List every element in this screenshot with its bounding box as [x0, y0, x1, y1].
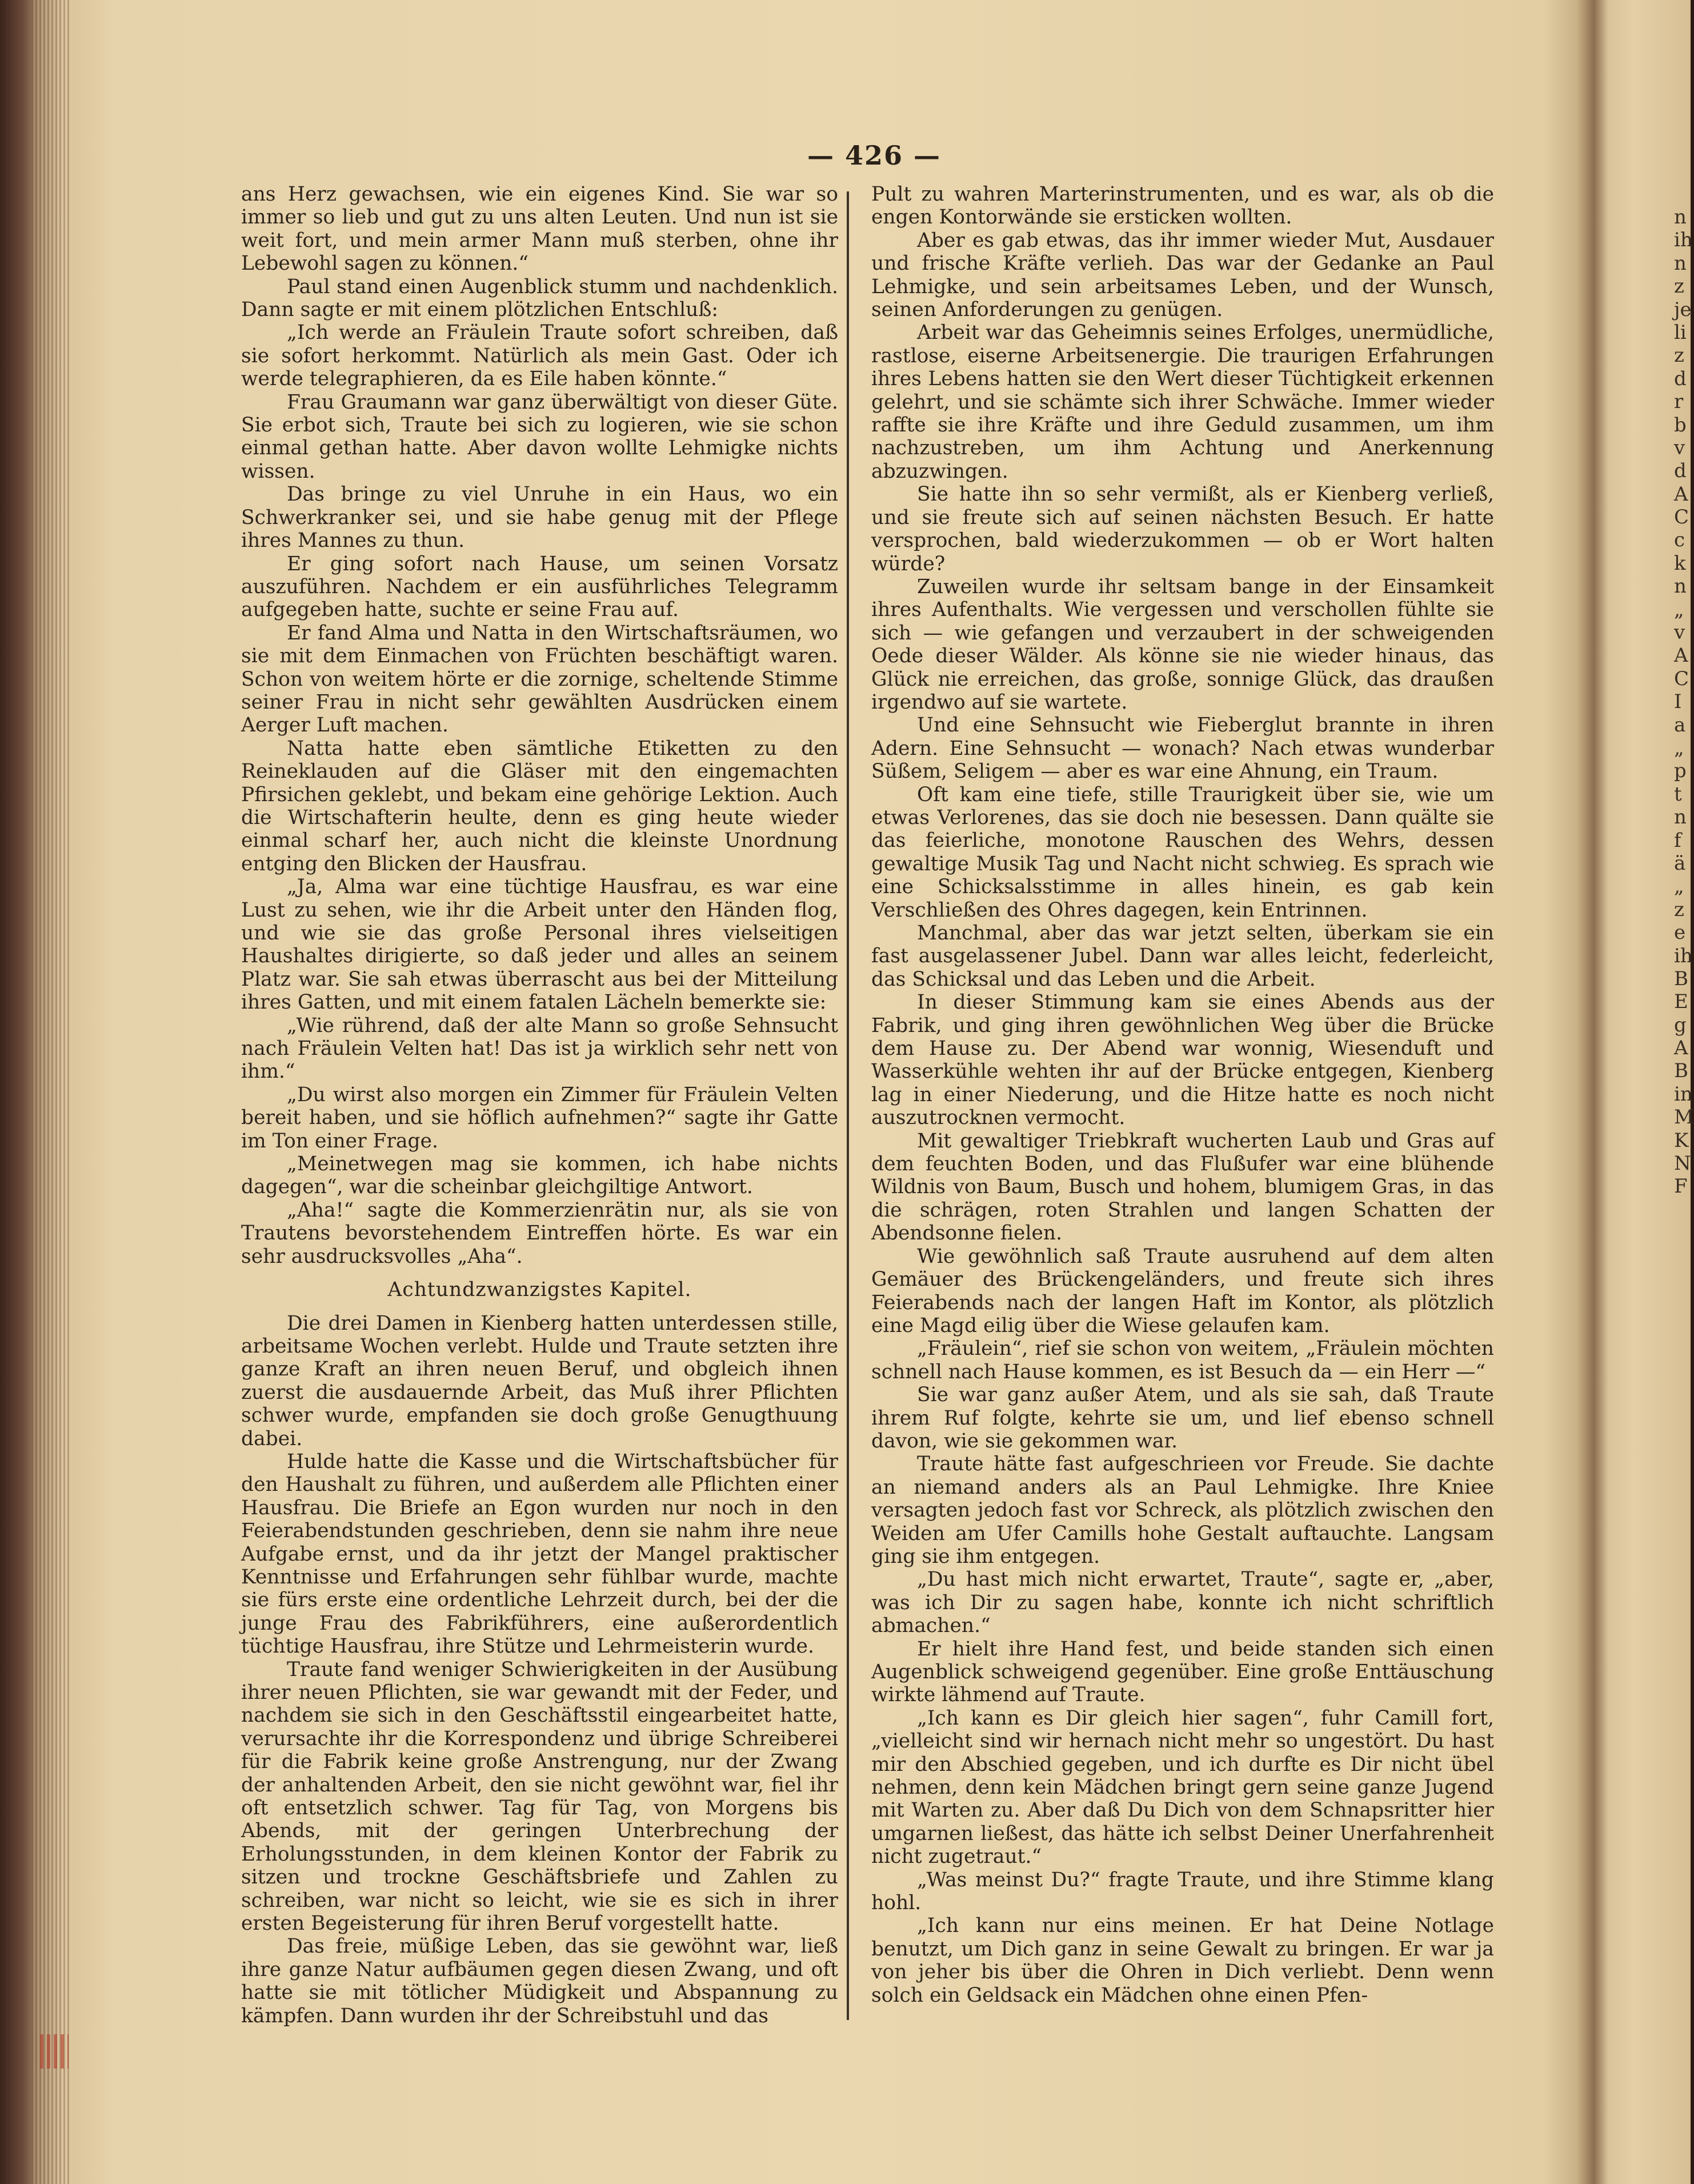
paragraph: Frau Graumann war ganz überwältigt von dieser Güte. Sie erbot sich, Traute bei sich zu logieren, wie sie schon einmal gethan hatte. Aber davon wollte Lehmigke nichts wissen. — [241, 390, 838, 483]
fragment-line: d — [1674, 367, 1687, 390]
fragment-line: A — [1674, 482, 1688, 506]
paragraph: Sie hatte ihn so sehr vermißt, als er Kienberg verließ, und sie freute sich auf seinen nächsten Besuch. Er hatte versprochen, bald wiederzukommen — ob er Wort halten würde? — [871, 483, 1494, 575]
book-spine-edge — [31, 0, 71, 2184]
fragment-line: F — [1674, 1175, 1688, 1198]
fragment-line: ih — [1674, 944, 1693, 967]
fragment-line: a — [1674, 713, 1686, 737]
paragraph: Er fand Alma und Natta in den Wirtschaftsräumen, wo sie mit dem Einmachen von Früchten beschäftigt waren. Schon von weitem hörte er die zornige, scheltende Stimme seiner Frau in nicht sehr gewählten Ausdrücken einem Aerger Luft machen. — [241, 621, 838, 737]
fragment-line: n — [1674, 251, 1687, 275]
fragment-line: ä — [1674, 851, 1686, 875]
binding-marks — [40, 2034, 69, 2069]
fragment-line: n — [1674, 806, 1687, 829]
paragraph: Paul stand einen Augenblick stumm und nachdenklich. Dann sagte er mit einem plötzlichen Entschluß: — [241, 275, 838, 322]
paragraph: „Ja, Alma war eine tüchtige Hausfrau, es war eine Lust zu sehen, wie ihr die Arbeit unter den Händen flog, und wie sie das große Personal ihres vielseitigen Haushaltes dirigierte, so daß jeder und alles an seinem Platz war. Sie sah etwas überrascht aus bei der Mitteilung ihres Gatten, und mit einem fatalen Lächeln bemerkte sie: — [241, 875, 838, 1014]
fragment-line: n — [1674, 206, 1687, 229]
fragment-line: A — [1674, 644, 1688, 667]
fragment-line: B — [1674, 1059, 1688, 1083]
fragment-line: p — [1674, 759, 1687, 783]
fragment-line: n — [1674, 575, 1687, 598]
fragment-line: f — [1674, 829, 1681, 852]
paragraph: Und eine Sehnsucht wie Fieberglut brannte in ihren Adern. Eine Sehnsucht — wonach? Nach etwas wunderbar Süßem, Seligem — aber es war eine Ahnung, ein Traum. — [871, 714, 1494, 783]
paragraph: „Fräulein“, rief sie schon von weitem, „Fräulein möchten schnell nach Hause kommen, es ist Besuch da — ein Herr —“ — [871, 1337, 1494, 1383]
fragment-line: z — [1674, 344, 1684, 367]
paragraph: „Was meinst Du?“ fragte Traute, und ihre Stimme klang hohl. — [871, 1868, 1494, 1915]
left-column-text-after-heading — [241, 1312, 838, 2028]
paragraph: „Ich kann nur eins meinen. Er hat Deine Notlage benutzt, um Dich ganz in seine Gewalt zu bringen. Er war ja von jeher bis über die Ohren in Dich verliebt. Denn wenn solch ein Geldsack ein Mädchen ohne einen Pfen- — [871, 1914, 1494, 2007]
fragment-line: r — [1674, 390, 1684, 414]
paragraph: Traute fand weniger Schwierigkeiten in der Ausübung ihrer neuen Pflichten, sie war gewandt mit der Feder, und nachdem sie sich in den Geschäftsstil eingearbeitet hatte, verursachte ihr die Korrespondenz und übrige Schreiberei für die Fabrik keine große Anstrengung, nur der Zwang der anhaltenden Arbeit, den sie nicht gewöhnt war, fiel ihr oft entsetzlich schwer. Tag für Tag, von Morgens bis Abends, mit der geringen Unterbrechung der Erholungsstunden, in dem kleinen Kontor der Fabrik zu sitzen und trockne Geschäftsbriefe und Zahlen zu schreiben, war nicht so leicht, wie sie es sich in ihrer ersten Begeisterung für ihren Beruf vorgestellt hatte. — [241, 1658, 838, 1935]
fragment-line: z — [1674, 275, 1684, 298]
fragment-line: N — [1674, 1152, 1691, 1175]
paragraph: Die drei Damen in Kienberg hatten unterdessen stille, arbeitsame Wochen verlebt. Hulde und Traute setzten ihre ganze Kraft an ihren neuen Beruf, und obgleich ihnen zuerst die ausdauernde Arbeit, das Muß ihrer Pflichten schwer wurde, empfanden sie doch große Genugthuung dabei. — [241, 1311, 838, 1450]
paragraph: In dieser Stimmung kam sie eines Abends aus der Fabrik, und ging ihren gewöhnlichen Weg über die Brücke dem Hause zu. Der Abend war wonnig, Wiesenduft und Wasserkühle wehten ihr auf der Brücke entgegen, Kienberg lag in einer Niederung, und die Hitze hatte es noch nicht auszutrocknen vermocht. — [871, 991, 1494, 1130]
fragment-line: in — [1674, 1082, 1693, 1106]
paragraph: „Wie rührend, daß der alte Mann so große Sehnsucht nach Fräulein Velten hat! Das ist ja wirklich sehr nett von ihm.“ — [241, 1014, 838, 1083]
paragraph: Pult zu wahren Marterinstrumenten, und es war, als ob die engen Kontorwände sie ersticken wollten. — [871, 183, 1494, 229]
paragraph: Hulde hatte die Kasse und die Wirtschaftsbücher für den Haushalt zu führen, und außerdem alle Pflichten einer Hausfrau. Die Briefe an Egon wurden nur noch in den Feierabendstunden geschrieben, denn sie nahm ihre neue Aufgabe ernst, und da ihr jetzt der Mangel praktischer Kenntnisse und Erfahrungen sehr fühlbar wurde, machte sie fürs erste eine ordentliche Lehrzeit durch, bei der die junge Frau des Fabrikführers, eine außerordentlich tüchtige Hausfrau, ihre Stütze und Lehrmeisterin wurde. — [241, 1450, 838, 1658]
fragment-line: M — [1674, 1106, 1694, 1129]
paragraph: Sie war ganz außer Atem, und als sie sah, daß Traute ihrem Ruf folgte, kehrte sie um, und lief ebenso schnell davon, wie sie gekommen war. — [871, 1383, 1494, 1453]
fragment-line: t — [1674, 782, 1682, 806]
fragment-line: d — [1674, 459, 1687, 483]
fragment-line: c — [1674, 529, 1685, 552]
paragraph: „Ich werde an Fräulein Traute sofort schreiben, daß sie sofort herkommt. Natürlich als mein Gast. Oder ich werde telegraphieren, da es Eile haben könnte.“ — [241, 321, 838, 391]
paragraph: Er hielt ihre Hand fest, und beide standen sich einen Augenblick schweigend gegenüber. Eine große Enttäuschung wirkte lähmend auf Traute. — [871, 1637, 1494, 1707]
paragraph: „Ich kann es Dir gleich hier sagen“, fuhr Camill fort, „vielleicht sind wir hernach nicht mehr so ungestört. Du hast mir den Abschied gegeben, und ich durfte es Dir nicht übel nehmen, denn kein Mädchen bringt gern seine ganze Jugend mit Warten zu. Aber daß Du Dich von dem Schnapsritter hier umgarnen ließest, das hätte ich selbst Deiner Unerfahrenheit nicht zugetraut.“ — [871, 1706, 1494, 1869]
fragment-line: I — [1674, 690, 1682, 714]
chapter-heading: Achtundzwanzigstes Kapitel. — [387, 1278, 692, 1302]
fragment-line: A — [1674, 1037, 1688, 1060]
fragment-line: C — [1674, 667, 1689, 690]
fragment-line: li — [1674, 321, 1687, 344]
fragment-line: g — [1674, 1013, 1687, 1037]
fragment-line: E — [1674, 990, 1688, 1014]
fragment-line: „ — [1674, 875, 1684, 898]
paragraph: „Du wirst also morgen ein Zimmer für Fräulein Velten bereit haben, und sie höflich aufnehmen?“ sagte ihr Gatte im Ton einer Frage. — [241, 1083, 838, 1153]
fragment-line: z — [1674, 898, 1684, 921]
left-column-text-before-heading — [241, 183, 838, 1268]
paragraph: Natta hatte eben sämtliche Etiketten zu den Reineklauden auf die Gläser mit den eingemachten Pfirsichen geklebt, und bekam eine gehörige Lektion. Auch die Wirtschafterin heulte, denn es ging heute wieder einmal scharf her, auch nicht die kleinste Unordnung entging den Blicken der Hausfrau. — [241, 737, 838, 875]
paragraph: Er ging sofort nach Hause, um seinen Vorsatz auszuführen. Nachdem er ein ausführliches Telegramm aufgegeben hatte, suchte er seine Frau auf. — [241, 552, 838, 622]
paragraph: ans Herz gewachsen, wie ein eigenes Kind. Sie war so immer so lieb und gut zu uns alten Leuten. Und nun ist sie weit fort, und mein armer Mann muß sterben, ohne ihr Lebewohl sagen zu können.“ — [241, 183, 838, 275]
paragraph: Traute hätte fast aufgeschrieen vor Freude. Sie dachte an niemand anders als an Paul Lehmigke. Ihre Kniee versagten jedoch fast vor Schreck, als plötzlich zwischen den Weiden am Ufer Camills hohe Gestalt auftauchte. Langsam ging sie ihm entgegen. — [871, 1453, 1494, 1568]
fragment-line: v — [1674, 621, 1685, 645]
paragraph: „Aha!“ sagte die Kommerzienrätin nur, als sie von Trautens bevorstehendem Eintreffen hörte. Es war ein sehr ausdrucksvolles „Aha“. — [241, 1198, 838, 1268]
paragraph: Wie gewöhnlich saß Traute ausruhend auf dem alten Gemäuer des Brückengeländers, und freute sich ihres Feierabends nach der langen Haft im Kontor, als plötzlich eine Magd eilig über die Wiese gelaufen kam. — [871, 1245, 1494, 1337]
fragment-line: B — [1674, 967, 1688, 990]
paragraph: Aber es gab etwas, das ihr immer wieder Mut, Ausdauer und frische Kräfte verlieh. Das war der Gedanke an Paul Lehmigke, und sein arbeitsames Leben, und der Wunsch, seinen Anforderungen zu genügen. — [871, 229, 1494, 322]
adjacent-page-fragment — [1674, 206, 1694, 2160]
paragraph: „Meinetwegen mag sie kommen, ich habe nichts dagegen“, war die scheinbar gleichgiltige Antwort. — [241, 1153, 838, 1199]
fragment-line: k — [1674, 551, 1686, 575]
fragment-line: „ — [1674, 598, 1684, 621]
fragment-line: je — [1674, 298, 1692, 321]
fragment-line: ih — [1674, 229, 1693, 252]
fragment-line: v — [1674, 436, 1685, 459]
paragraph: Das freie, müßige Leben, das sie gewöhnt war, ließ ihre ganze Natur aufbäumen gegen diesen Zwang, und oft hatte sie mit tötlicher Müdigkeit und Abspannung zu kämpfen. Dann wurden ihr der Schreibstuhl und das — [241, 1935, 838, 2027]
paragraph: Oft kam eine tiefe, stille Traurigkeit über sie, wie um etwas Verlorenes, das sie doch nie besessen. Dann quälte sie das feierliche, monotone Rauschen des Wehrs, dessen gewaltige Musik Tag und Nacht nicht schwieg. Es sprach wie eine Schicksalsstimme in alles hinein, es gab kein Verschließen des Ohres dagegen, kein Entrinnen. — [871, 783, 1494, 922]
paragraph: Manchmal, aber das war jetzt selten, überkam sie ein fast ausgelassener Jubel. Dann war alles leicht, federleicht, das Schicksal und das Leben und die Arbeit. — [871, 922, 1494, 991]
fragment-line: „ — [1674, 736, 1684, 759]
paragraph: Zuweilen wurde ihr seltsam bange in der Einsamkeit ihres Aufenthalts. Wie vergessen und verschollen fühlte sie sich — wie gefangen und verzaubert in der schweigenden Oede dieser Wälder. Als könne sie nie wieder hinaus, das Glück nie erreichen, das große, sonnige Glück, das draußen irgendwo auf sie wartete. — [871, 575, 1494, 714]
right-column-text — [871, 183, 1494, 2007]
paragraph: Das bringe zu viel Unruhe in ein Haus, wo ein Schwerkranker sei, und sie habe genug mit der Pflege ihres Mannes zu thun. — [241, 483, 838, 553]
paragraph: Arbeit war das Geheimnis seines Erfolges, unermüdliche, rastlose, eiserne Arbeitsenergie. Die traurigen Erfahrungen ihres Lebens hatten sie den Wert dieser Tüchtigkeit erkennen gelehrt, und sie schämte sich ihrer Schwäche. Immer wieder raffte sie ihre Kräfte und ihre Geduld zusammen, um ihm nachzustreben, um ihm Achtung und Anerkennung abzuzwingen. — [871, 321, 1494, 483]
paragraph: Mit gewaltiger Triebkraft wucherten Laub und Gras auf dem feuchten Boden, und das Flußufer war eine blühende Wildnis von Baum, Busch und hohem, blumigem Gras, in das die schrägen, roten Strahlen und langen Schatten der Abendsonne fielen. — [871, 1129, 1494, 1245]
fragment-line: C — [1674, 506, 1689, 529]
left-column — [241, 183, 838, 2137]
right-column — [871, 183, 1494, 2137]
page-number: — 426 — — [807, 140, 942, 171]
fragment-line: e — [1674, 921, 1686, 945]
paragraph: „Du hast mich nicht erwartet, Traute“, sagte er, „aber, was ich Dir zu sagen habe, konnte ich nicht schriftlich abmachen.“ — [871, 1568, 1494, 1638]
fragment-line: K — [1674, 1129, 1689, 1152]
fragment-line: b — [1674, 413, 1687, 437]
column-divider — [847, 191, 849, 2020]
